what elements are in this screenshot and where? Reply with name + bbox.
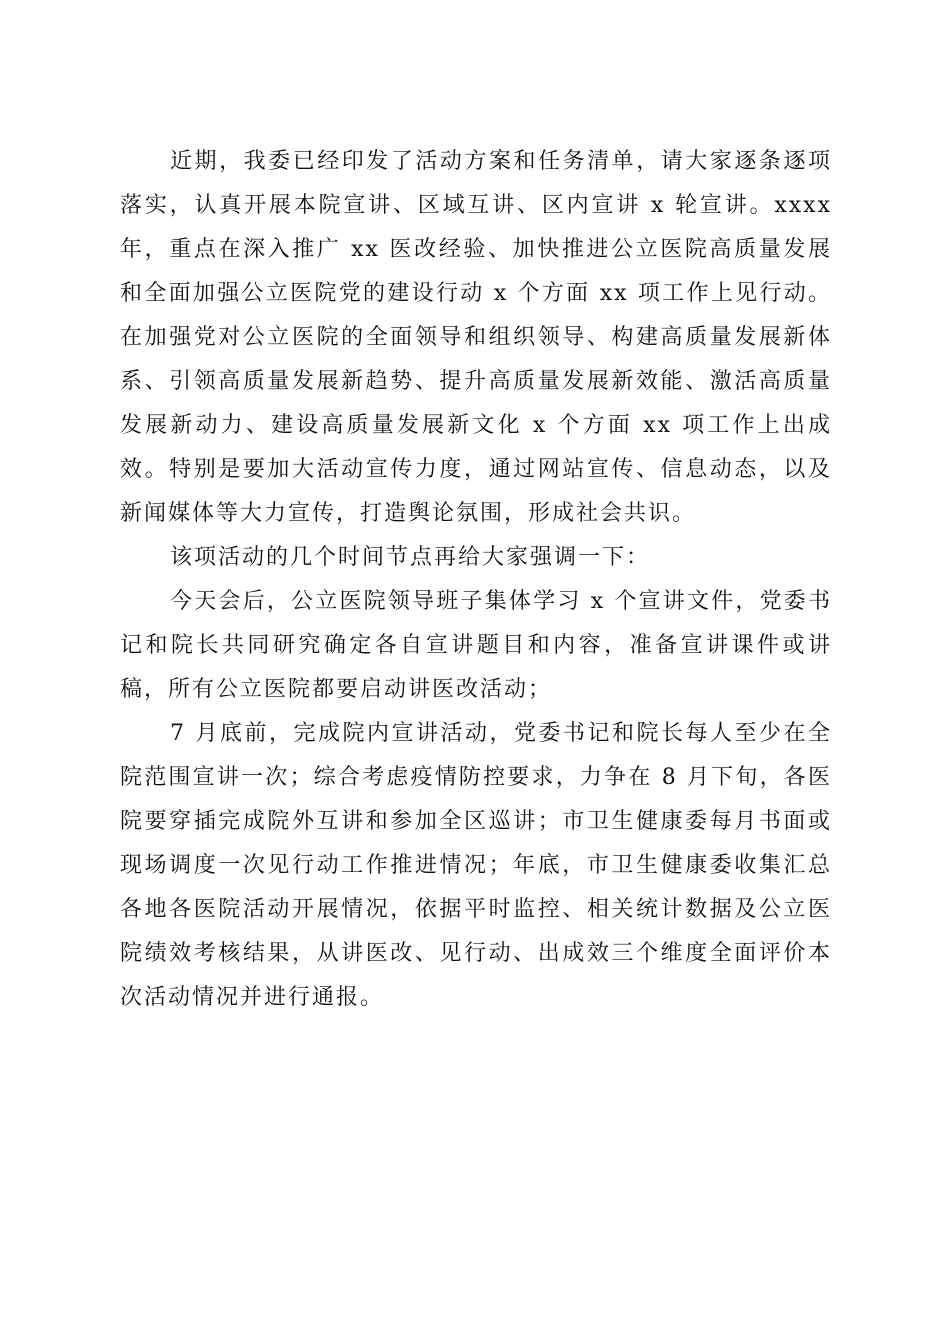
paragraph-timeline-intro: 该项活动的几个时间节点再给大家强调一下： <box>170 545 651 570</box>
paragraph-activity-plan: 近期，我委已经印发了活动方案和任务清单，请大家逐条逐项落实，认真开展本院宣讲、区域互讲、区内宣讲 x 轮宣讲。xxxx 年，重点在深入推广 xx 医改经验、加快推进公立医院高质量发展和全面加强公立医院党的建设行动 x 个方面 xx 项工作上见行动。在加强党对公立医院的全面领导和组织领导、构建高质量发展新体系、引领高质量发展新趋势、提升高质量发展新效能、激活高质量发展新动力、建设高质量发展新文化 x 个方面 xx 项工作上出成效。特别是要加大活动宣传力度，通过网站宣传、信息动态，以及新闻媒体等大力宣传，打造舆论氛围，形成社会共识。 <box>120 149 832 526</box>
paragraph-after-meeting: 今天会后，公立医院领导班子集体学习 x 个宣讲文件，党委书记和院长共同研究确定各自宣讲题目和内容，准备宣讲课件或讲稿，所有公立医院都要启动讲医改活动； <box>120 589 832 702</box>
paragraph-deadlines: 7 月底前，完成院内宣讲活动，党委书记和院长每人至少在全院范围宣讲一次；综合考虑疫情防控要求，力争在 8 月下旬，各医院要穿插完成院外互讲和参加全区巡讲；市卫生健康委每月书面或现场调度一次见行动工作推进情况；年底，市卫生健康委收集汇总各地各医院活动开展情况，依据平时监控、相关统计数据及公立医院绩效考核结果，从讲医改、见行动、出成效三个维度全面评价本次活动情况并进行通报。 <box>120 721 832 1010</box>
document-body <box>120 140 832 1020</box>
